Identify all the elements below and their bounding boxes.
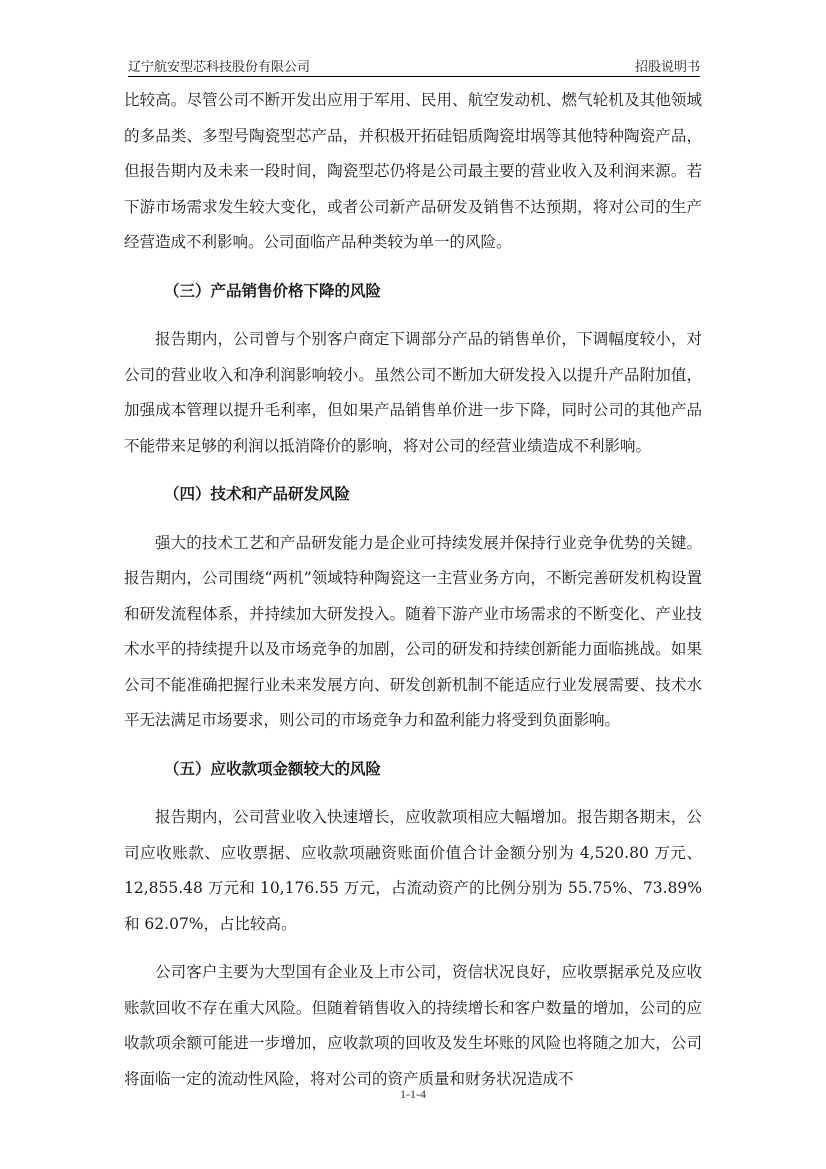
section-heading-price-risk: （三）产品销售价格下降的风险 bbox=[164, 281, 382, 300]
paragraph-continued: 比较高。尽管公司不断开发出应用于军用、民用、航空发动机、燃气轮机及其他领域的多品类、多型号陶瓷型芯产品，并积极开拓硅铝质陶瓷坩埚等其他特种陶瓷产品，但报告期内及未来一段时间，陶瓷型芯仍将是公司最主要的营业收入及利润来源。若下游市场需求发生较大变化，或者公司新产品研发及销售不达预期，将对公司的生产经营造成不利影响。公司面临产品种类较为单一的风险。 bbox=[124, 91, 702, 251]
paragraph-receivables-liquidity: 公司客户主要为大型国有企业及上市公司，资信状况良好，应收票据承兑及应收账款回收不存在重大风险。但随着销售收入的持续增长和客户数量的增加，公司的应收款项余额可能进一步增加，应收款项的回收及发生坏账的风险也将随之加大，公司将面临一定的流动性风险，将对公司的资产质量和财务状况造成不 bbox=[124, 963, 702, 1088]
section-heading-receivables-risk: （五）应收款项金额较大的风险 bbox=[164, 759, 382, 778]
paragraph-receivables-amount: 报告期内，公司营业收入快速增长，应收款项相应大幅增加。报告期各期末，公司应收账款、应收票据、应收款项融资账面价值合计金额分别为 4,520.80 万元、12,855.48 万元和 10,176.55 万元，占流动资产的比例分别为 55.75%、73.89%和 62.07%，占比较高。 bbox=[124, 808, 702, 933]
section-heading-rd-risk: （四）技术和产品研发风险 bbox=[164, 485, 351, 503]
page-header bbox=[128, 52, 700, 77]
document-type: 招股说明书 bbox=[634, 60, 700, 75]
company-name: 辽宁航安型芯科技股份有限公司 bbox=[128, 60, 311, 75]
page-number: 1-1-4 bbox=[400, 1087, 426, 1101]
paragraph-price-risk: 报告期内，公司曾与个别客户商定下调部分产品的销售单价，下调幅度较小，对公司的营业收入和净利润影响较小。虽然公司不断加大研发投入以提升产品附加值，加强成本管理以提升毛利率，但如果产品销售单价进一步下降，同时公司的其他产品不能带来足够的利润以抵消降价的影响，将对公司的经营业绩造成不利影响。 bbox=[124, 330, 702, 455]
document-body bbox=[124, 83, 702, 1110]
paragraph-rd-risk: 强大的技术工艺和产品研发能力是企业可持续发展并保持行业竞争优势的关键。报告期内，公司围绕“两机”领域特种陶瓷这一主营业务方向，不断完善研发机构设置和研发流程体系，并持续加大研发投入。随着下游产业市场需求的不断变化、产业技术水平的持续提升以及市场竞争的加剧，公司的研发和持续创新能力面临挑战。如果公司不能准确把握行业未来发展方向、研发创新机制不能适应行业发展需要、技术水平无法满足市场要求，则公司的市场竞争力和盈利能力将受到负面影响。 bbox=[124, 533, 702, 729]
